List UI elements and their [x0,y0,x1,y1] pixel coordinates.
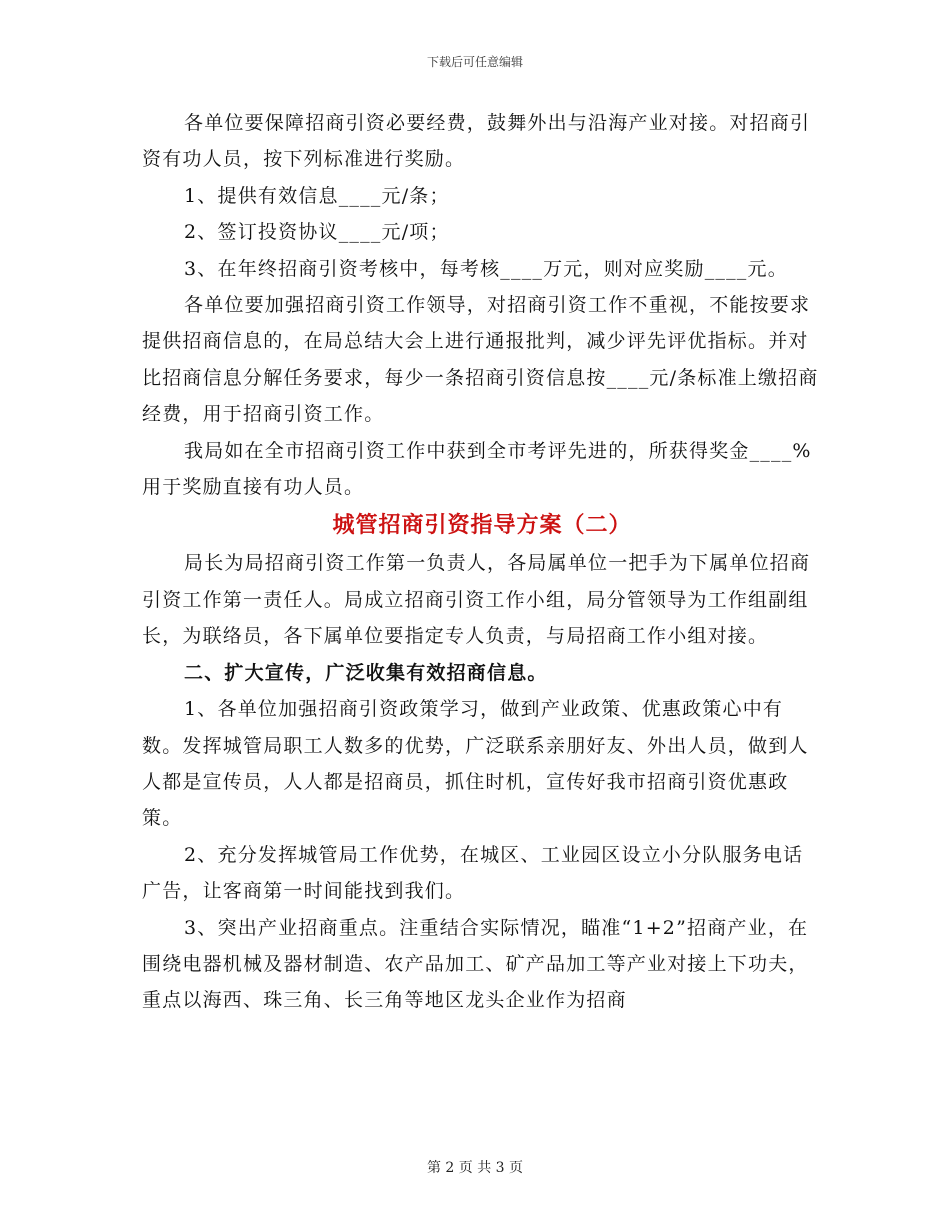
reward-item-2: 2、签订投资协议____元/项； [184,221,450,244]
reward-item-1: 1、提供有效信息____元/条； [184,184,450,207]
reward-item-3: 3、在年终招商引资考核中，每考核____万元，则对应奖励____元。 [184,257,788,280]
paragraph-leadership: 各单位要加强招商引资工作领导，对招商引资工作不重视，不能按要求提供招商信息的，在局总结大会上进行通报批判，减少评先评优指标。并对比招商信息分解任务要求，每少一条招商引资信息按____元/条标准上缴招商经费，用于招商引资工作。 [142,294,819,426]
paragraph-bonus: 我局如在全市招商引资工作中获到全市考评先进的，所获得奖金____%用于奖励直接有功人员。 [142,439,812,499]
section-subheading: 二、扩大宣传，广泛收集有效招商信息。 [184,661,548,684]
page-number: 第 2 页 共 3 页 [426,1160,524,1176]
item-industry-focus: 3、突出产业招商重点。注重结合实际情况，瞄准“1+2”招商产业，在围绕电器机械及器材制造、农产品加工、矿产品加工等产业对接上下功夫，重点以海西、珠三角、长三角等地区龙头企业作为招商 [142,916,809,1012]
item-service-advert: 2、充分发挥城管局工作优势，在城区、工业园区设立小分队服务电话广告，让客商第一时间能找到我们。 [142,843,804,903]
document-body [142,105,822,1019]
item-policy-study: 1、各单位加强招商引资政策学习，做到产业政策、优惠政策心中有数。发挥城管局职工人数多的优势，广泛联系亲朋好友、外出人员，做到人人都是宣传员，人人都是招商员，抓住时机，宣传好我市招商引资优惠政策。 [142,698,809,830]
paragraph-responsibility: 局长为局招商引资工作第一负责人，各局属单位一把手为下属单位招商引资工作第一责任人。局成立招商引资工作小组，局分管领导为工作组副组长，为联络员，各下属单位要指定专人负责，与局招商工作小组对接。 [142,552,811,648]
page-header-note: 下载后可任意编辑 [426,55,523,69]
paragraph-funding: 各单位要保障招商引资必要经费，鼓舞外出与沿海产业对接。对招商引资有功人员，按下列标准进行奖励。 [142,112,811,171]
section-title: 城管招商引资指导方案（二） [332,512,632,539]
